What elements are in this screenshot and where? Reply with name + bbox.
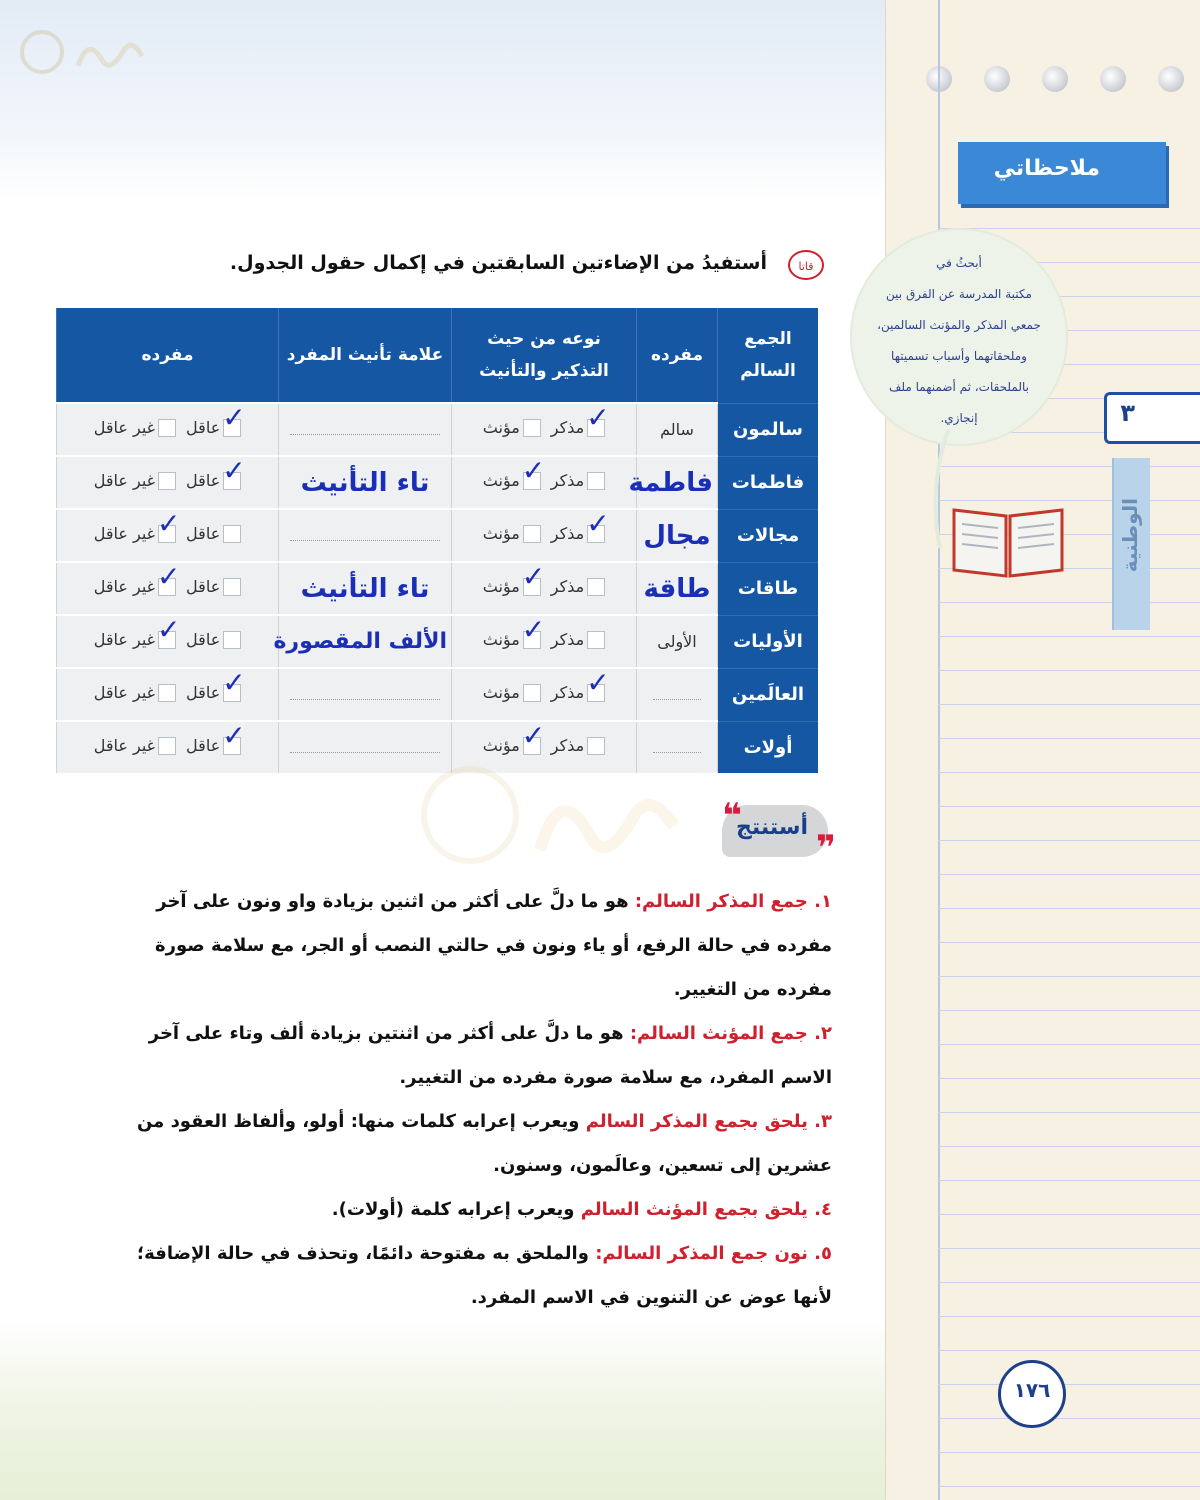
singular-cell xyxy=(628,456,718,509)
feminine-option[interactable] xyxy=(483,471,541,490)
table-row xyxy=(57,403,819,456)
ruled-line xyxy=(938,1146,1200,1147)
table-row xyxy=(57,456,819,509)
instruction-text: أستفيدُ من الإضاءتين السابقتين في إكمال حقول الجدول. xyxy=(229,252,767,274)
plural-cell: الأوليات xyxy=(718,615,819,668)
unit-number: ٣ xyxy=(1120,399,1135,427)
masculine-checkbox[interactable] xyxy=(587,578,605,596)
apply-badge-icon xyxy=(787,248,825,282)
research-prompt xyxy=(862,248,1056,434)
note-text: ويعرب إعرابه كلمة (أولات). xyxy=(331,1199,581,1220)
plural-cell: مجالات xyxy=(718,509,819,562)
rational-option[interactable] xyxy=(186,418,241,437)
ruled-line xyxy=(938,636,1200,637)
ruled-line xyxy=(938,704,1200,705)
irrational-option[interactable] xyxy=(94,524,176,543)
feminine-label: مؤنث xyxy=(482,736,520,756)
irrational-label: غير عاقل xyxy=(93,524,156,544)
marker-cell xyxy=(279,509,452,562)
masculine-checkbox[interactable] xyxy=(587,419,605,437)
ruled-line xyxy=(938,1044,1200,1045)
feminine-option[interactable] xyxy=(483,736,541,755)
feminine-label: مؤنث xyxy=(482,683,520,703)
singular-cell xyxy=(637,668,718,721)
masculine-option[interactable] xyxy=(551,471,605,490)
irrational-option[interactable] xyxy=(94,577,176,596)
note-text: هو ما دلَّ على أكثر من اثنين بزيادة واو ونون على آخر مفرده في حالة الرفع، أو ياء ونون في حالتي النصب أو الجر، مع سلامة صورة مفرده من التغيير. xyxy=(155,891,832,1000)
gender-cell xyxy=(452,456,637,509)
masculine-label: مذكر xyxy=(550,418,585,438)
ruled-line xyxy=(938,1486,1200,1487)
open-book-icon xyxy=(948,500,1068,580)
feminine-label: مؤنث xyxy=(482,471,520,491)
research-line: إنجازي. xyxy=(940,411,978,425)
irrational-checkbox[interactable] xyxy=(158,578,176,596)
table-row xyxy=(57,562,819,615)
header-marker: علامة تأنيث المفرد xyxy=(279,308,452,403)
feminine-option[interactable] xyxy=(483,630,541,649)
plural-cell: فاطمات xyxy=(718,456,819,509)
irrational-option[interactable] xyxy=(94,736,176,755)
irrational-option[interactable] xyxy=(94,418,176,437)
plural-cell: طاقات xyxy=(718,562,819,615)
ruled-line xyxy=(938,1418,1200,1419)
ruled-line xyxy=(938,602,1200,603)
note-number: ٥. xyxy=(814,1243,832,1264)
ruled-line xyxy=(938,1452,1200,1453)
mind-cell xyxy=(57,456,279,509)
table-row xyxy=(57,668,819,721)
rational-option[interactable] xyxy=(186,736,241,755)
mind-cell xyxy=(57,403,279,456)
mind-cell xyxy=(57,721,279,773)
irrational-checkbox[interactable] xyxy=(158,737,176,755)
watermark-logo xyxy=(420,760,740,870)
blank-line xyxy=(653,689,701,700)
feminine-checkbox[interactable] xyxy=(523,419,541,437)
conclude-label: أستنتج xyxy=(736,815,808,840)
marker-cell xyxy=(279,456,452,509)
masculine-label: مذكر xyxy=(550,471,585,491)
research-line: بالملحقات، ثم أضمنهما ملف xyxy=(888,380,1029,394)
research-line: مكتبة المدرسة عن الفرق بين xyxy=(886,287,1032,301)
binder-ring-icon xyxy=(1158,66,1184,92)
rational-label: عاقل xyxy=(186,630,221,650)
feminine-checkbox[interactable] xyxy=(523,578,541,596)
masculine-label: مذكر xyxy=(550,683,585,703)
rational-label: عاقل xyxy=(186,577,221,597)
rational-checkbox[interactable] xyxy=(223,631,241,649)
masculine-option[interactable] xyxy=(551,630,605,649)
feminine-checkbox[interactable] xyxy=(523,737,541,755)
rational-option[interactable] xyxy=(186,683,241,702)
my-notes-title: ملاحظاتي xyxy=(993,156,1100,181)
rational-option[interactable] xyxy=(186,630,241,649)
irrational-label: غير عاقل xyxy=(93,471,156,491)
mind-cell xyxy=(57,509,279,562)
table-body xyxy=(57,403,819,773)
masculine-checkbox[interactable] xyxy=(587,525,605,543)
table-header-row xyxy=(57,308,819,403)
rational-checkbox[interactable] xyxy=(223,525,241,543)
mind-cell xyxy=(57,615,279,668)
rational-checkbox[interactable] xyxy=(223,737,241,755)
header-singular: مفرده xyxy=(637,308,718,403)
ruled-line xyxy=(938,1282,1200,1283)
plural-cell: أولات xyxy=(718,721,819,773)
marker-answer: تاء التأنيث xyxy=(300,467,430,498)
masculine-option[interactable] xyxy=(551,577,605,596)
marker-answer: الألف المقصورة xyxy=(273,629,447,654)
feminine-checkbox[interactable] xyxy=(523,631,541,649)
irrational-checkbox[interactable] xyxy=(158,419,176,437)
marker-cell xyxy=(279,668,452,721)
ruled-line xyxy=(938,806,1200,807)
mind-cell xyxy=(57,562,279,615)
singular-cell xyxy=(637,403,718,456)
note-number: ١. xyxy=(814,891,832,912)
masculine-checkbox[interactable] xyxy=(587,684,605,702)
blank-line xyxy=(290,424,440,435)
ruled-line xyxy=(938,1350,1200,1351)
irrational-checkbox[interactable] xyxy=(158,631,176,649)
conclusion-note xyxy=(110,1232,832,1320)
rational-option[interactable] xyxy=(186,577,241,596)
research-line: وملحقاتهما وأسباب تسميتها xyxy=(891,349,1027,363)
ruled-line xyxy=(938,1180,1200,1181)
masculine-checkbox[interactable] xyxy=(587,472,605,490)
conclusion-notes xyxy=(110,880,832,1320)
singular-answer: فاطمة xyxy=(628,467,713,498)
research-line: جمعي المذكر والمؤنث السالمين، xyxy=(877,318,1041,332)
ruled-line xyxy=(938,1248,1200,1249)
table-row xyxy=(57,509,819,562)
mind-cell xyxy=(57,668,279,721)
feminine-option[interactable] xyxy=(483,418,541,437)
header-plural: الجمع السالم xyxy=(718,308,819,403)
irrational-label: غير عاقل xyxy=(93,683,156,703)
masculine-option[interactable] xyxy=(551,683,605,702)
note-number: ٣. xyxy=(814,1111,832,1132)
blank-line xyxy=(290,742,440,753)
singular-cell xyxy=(637,509,718,562)
singular-answer: الأولى xyxy=(657,632,697,651)
note-term: جمع المؤنث السالم: xyxy=(629,1023,808,1044)
page-number-badge xyxy=(998,1360,1066,1428)
ruled-line xyxy=(938,772,1200,773)
ruled-line xyxy=(938,840,1200,841)
ruled-line xyxy=(938,1112,1200,1113)
conclude-heading xyxy=(722,796,836,868)
gender-cell xyxy=(452,668,637,721)
unit-number-tab xyxy=(1104,392,1200,444)
irrational-label: غير عاقل xyxy=(93,577,156,597)
unit-name: الوطنية xyxy=(1118,498,1142,573)
irrational-checkbox[interactable] xyxy=(158,684,176,702)
feminine-checkbox[interactable] xyxy=(523,684,541,702)
close-quote-icon: ❞ xyxy=(816,828,836,868)
open-quote-icon: ❝ xyxy=(722,796,742,836)
masculine-label: مذكر xyxy=(550,524,585,544)
irrational-label: غير عاقل xyxy=(93,736,156,756)
rational-checkbox[interactable] xyxy=(223,419,241,437)
notes-panel xyxy=(885,0,1200,1500)
feminine-label: مؤنث xyxy=(482,630,520,650)
conclusion-note xyxy=(110,1188,832,1232)
blank-line xyxy=(290,689,440,700)
rational-option[interactable] xyxy=(186,471,241,490)
singular-answer: طاقة xyxy=(643,573,711,604)
feminine-label: مؤنث xyxy=(482,524,520,544)
ruled-line xyxy=(938,738,1200,739)
blank-line xyxy=(290,530,440,541)
masculine-label: مذكر xyxy=(550,630,585,650)
rational-checkbox[interactable] xyxy=(223,472,241,490)
unit-name-tab xyxy=(1112,458,1150,630)
irrational-option[interactable] xyxy=(94,630,176,649)
masculine-option[interactable] xyxy=(551,524,605,543)
ruled-line xyxy=(938,670,1200,671)
my-notes-tab xyxy=(958,142,1166,204)
ruled-line xyxy=(938,1316,1200,1317)
watermark-logo xyxy=(18,22,178,82)
binder-ring-icon xyxy=(1042,66,1068,92)
singular-answer: سالم xyxy=(660,420,694,439)
feminine-label: مؤنث xyxy=(482,577,520,597)
table-row xyxy=(57,615,819,668)
irrational-label: غير عاقل xyxy=(93,630,156,650)
ruled-line xyxy=(938,874,1200,875)
instruction xyxy=(225,248,825,284)
masculine-checkbox[interactable] xyxy=(587,737,605,755)
binder-ring-icon xyxy=(1100,66,1126,92)
irrational-option[interactable] xyxy=(94,683,176,702)
note-text: ويعرب إعرابه كلمات منها: أولو، وألفاظ العقود من عشرين إلى تسعين، وعالَمون، وسنون. xyxy=(136,1111,832,1176)
svg-text:قاتا: قاتا xyxy=(798,260,814,273)
blank-line xyxy=(653,742,701,753)
rational-label: عاقل xyxy=(186,471,221,491)
masculine-option[interactable] xyxy=(551,736,605,755)
margin-line xyxy=(938,0,940,1500)
feminine-checkbox[interactable] xyxy=(523,525,541,543)
irrational-label: غير عاقل xyxy=(93,418,156,438)
marker-answer: تاء التأنيث xyxy=(300,573,430,604)
note-text: والملحق به مفتوحة دائمًا، وتحذف في حالة الإضافة؛ لأنها عوض عن التنوين في الاسم المفرد. xyxy=(136,1243,832,1308)
irrational-checkbox[interactable] xyxy=(158,525,176,543)
ruled-line xyxy=(938,976,1200,977)
irrational-option[interactable] xyxy=(94,471,176,490)
singular-cell xyxy=(637,615,718,668)
singular-cell xyxy=(637,562,718,615)
page-number: ١٧٦ xyxy=(1013,1378,1051,1402)
note-term: جمع المذكر السالم: xyxy=(634,891,808,912)
note-text: هو ما دلَّ على أكثر من اثنتين بزيادة ألف وتاء على آخر الاسم المفرد، مع سلامة صورة مفرده من التغيير. xyxy=(148,1023,832,1088)
ruled-line xyxy=(938,1214,1200,1215)
gender-cell xyxy=(452,403,637,456)
ruled-line xyxy=(938,1384,1200,1385)
rational-checkbox[interactable] xyxy=(223,684,241,702)
masculine-checkbox[interactable] xyxy=(587,631,605,649)
research-line: أبحثُ في xyxy=(936,256,982,270)
marker-cell xyxy=(273,615,452,668)
feminine-option[interactable] xyxy=(483,683,541,702)
note-number: ٢. xyxy=(814,1023,832,1044)
plurals-table xyxy=(56,308,818,773)
singular-answer: مجال xyxy=(643,520,711,551)
ruled-line xyxy=(938,942,1200,943)
ruled-line xyxy=(938,1010,1200,1011)
rational-label: عاقل xyxy=(186,524,221,544)
conclusion-note xyxy=(110,880,832,1012)
rational-label: عاقل xyxy=(186,736,221,756)
feminine-option[interactable] xyxy=(483,577,541,596)
gender-cell xyxy=(452,562,637,615)
rational-label: عاقل xyxy=(186,683,221,703)
irrational-checkbox[interactable] xyxy=(158,472,176,490)
ruled-line xyxy=(938,1078,1200,1079)
rational-option[interactable] xyxy=(186,524,241,543)
header-singular-mind: مفرده xyxy=(57,308,279,403)
note-term: نون جمع المذكر السالم: xyxy=(595,1243,808,1264)
feminine-checkbox[interactable] xyxy=(523,472,541,490)
marker-cell xyxy=(279,562,452,615)
header-gender: نوعه من حيث التذكير والتأنيث xyxy=(452,308,637,403)
feminine-label: مؤنث xyxy=(482,418,520,438)
masculine-label: مذكر xyxy=(550,577,585,597)
rational-checkbox[interactable] xyxy=(223,578,241,596)
masculine-label: مذكر xyxy=(550,736,585,756)
note-term: يلحق بجمع المذكر السالم xyxy=(585,1111,808,1132)
note-term: يلحق بجمع المؤنث السالم xyxy=(580,1199,808,1220)
note-number: ٤. xyxy=(814,1199,832,1220)
rational-label: عاقل xyxy=(186,418,221,438)
ruled-line xyxy=(938,908,1200,909)
gender-cell xyxy=(452,509,637,562)
marker-cell xyxy=(279,403,452,456)
masculine-option[interactable] xyxy=(551,418,605,437)
plural-cell: سالمون xyxy=(718,403,819,456)
binder-ring-icon xyxy=(984,66,1010,92)
gender-cell xyxy=(452,615,637,668)
conclusion-note xyxy=(110,1100,832,1188)
ruled-line xyxy=(938,228,1200,229)
ruled-line xyxy=(938,466,1200,467)
plural-cell: العالَمين xyxy=(718,668,819,721)
feminine-option[interactable] xyxy=(483,524,541,543)
conclusion-note xyxy=(110,1012,832,1100)
